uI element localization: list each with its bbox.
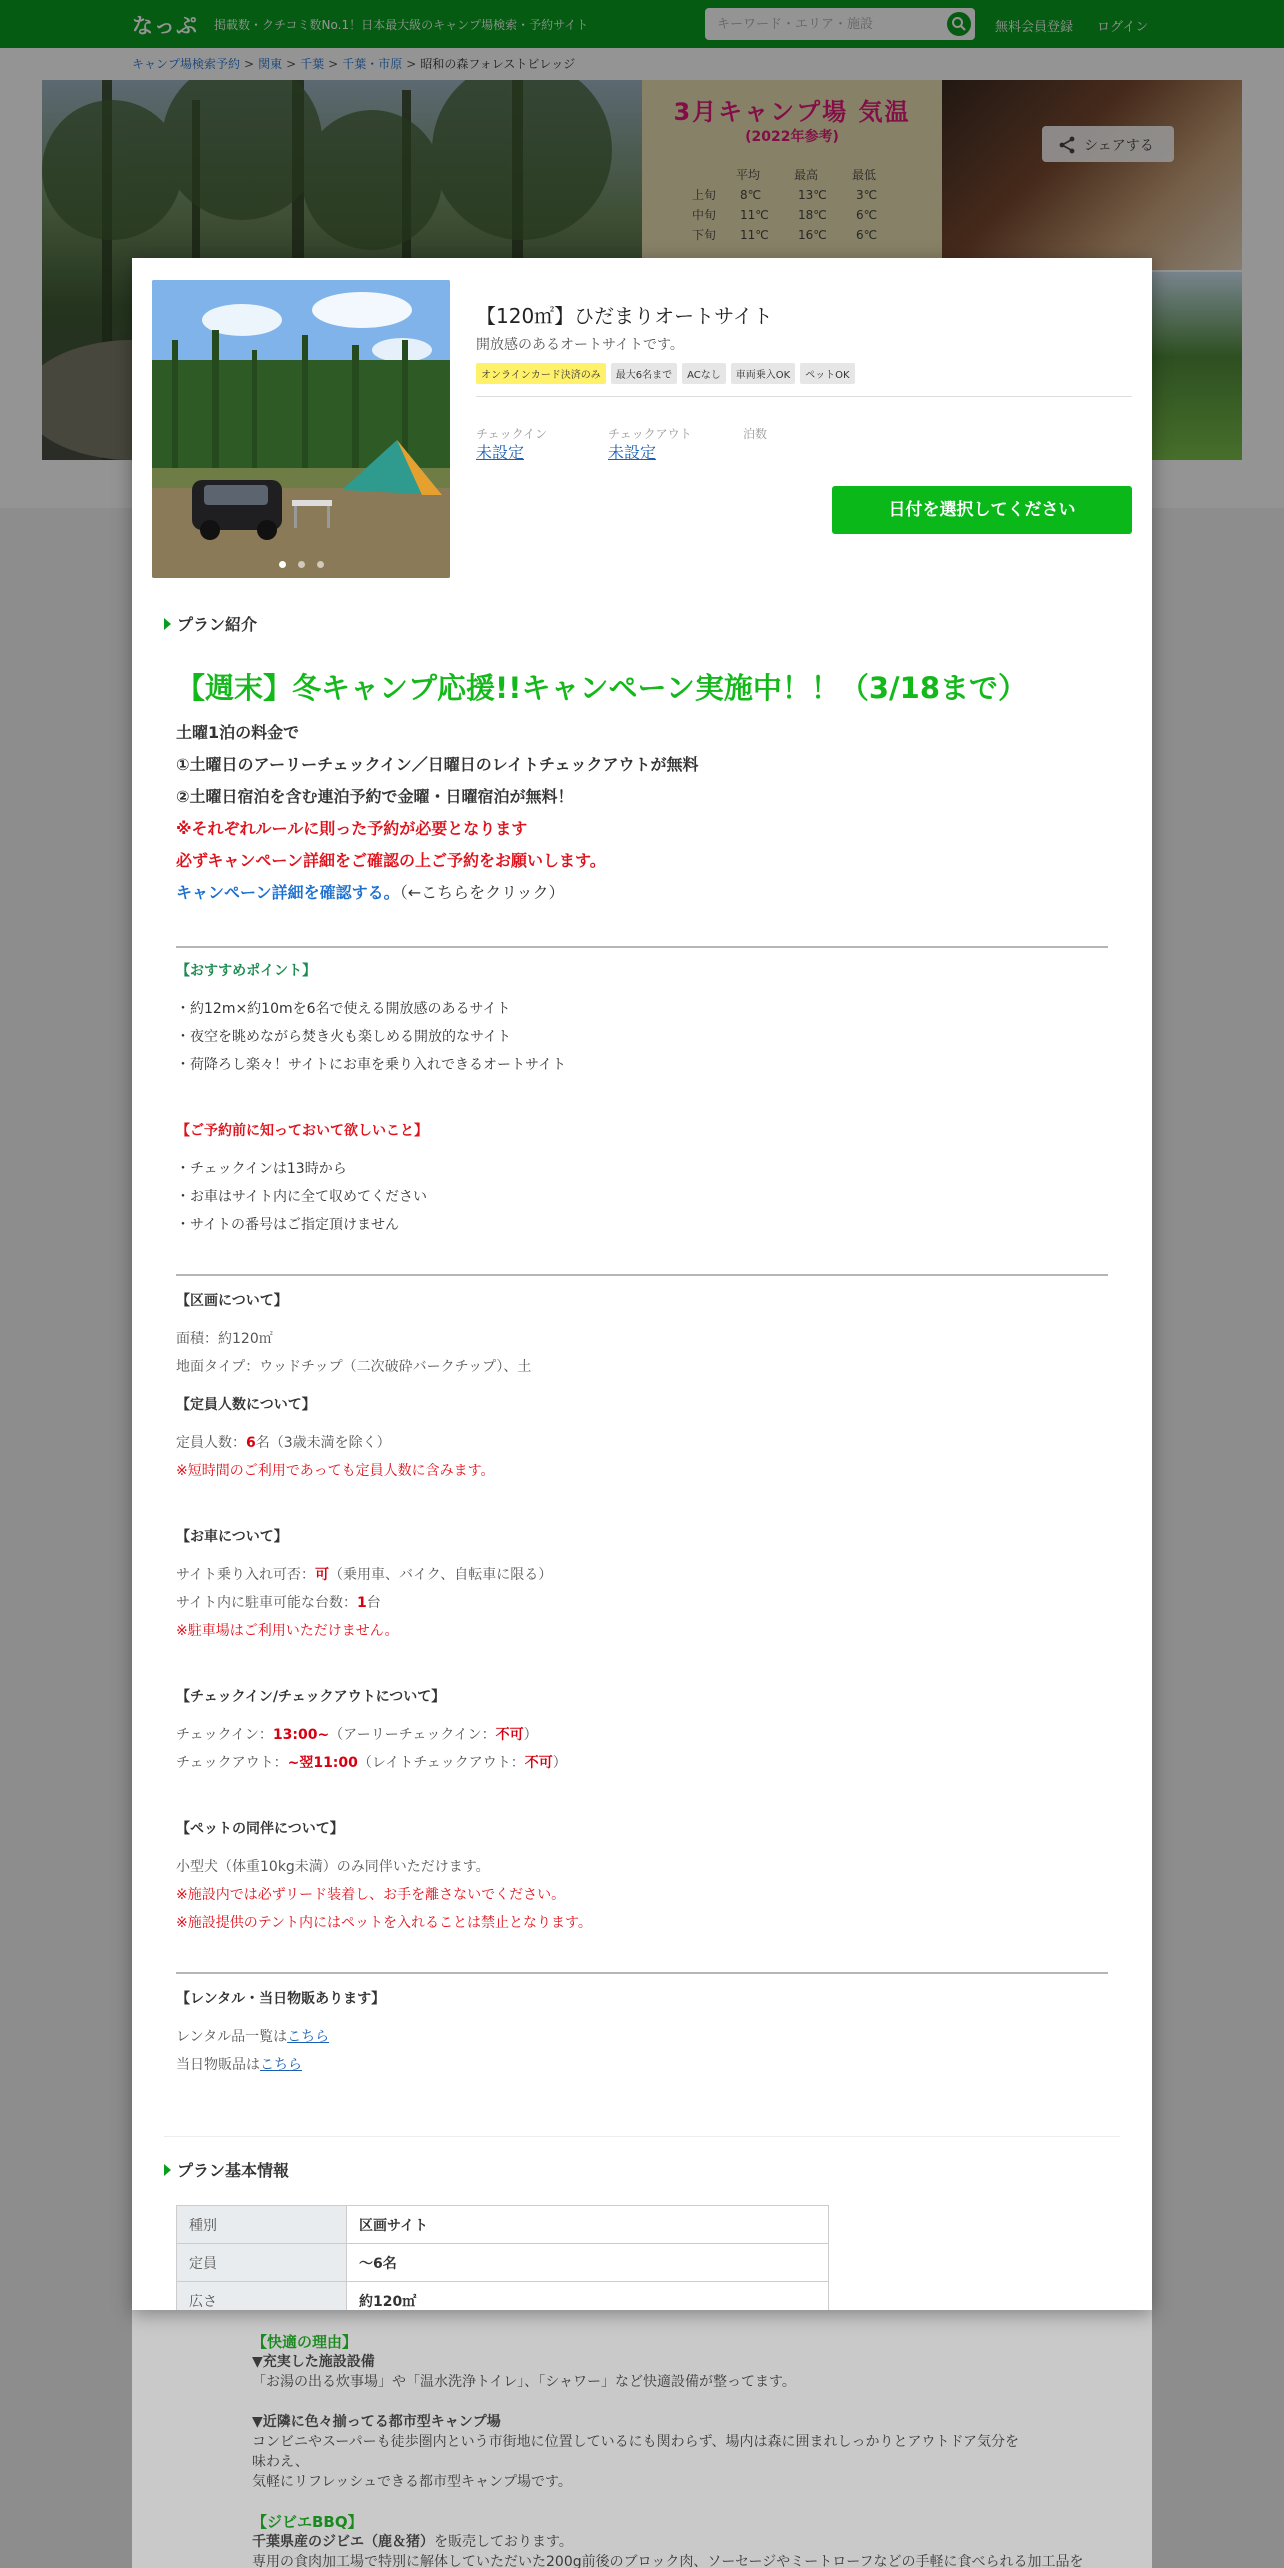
checkin-value[interactable]: 未設定 (476, 443, 525, 462)
parking-line: サイト内に駐車可能な台数：1台 (176, 1595, 381, 1611)
campaign-line: ①土曜日のアーリーチェックイン／日曜日のレイトチェックアウトが無料 (176, 755, 699, 774)
area-heading: 【区画について】 (176, 1293, 288, 1309)
car-entry-line: サイト乗り入れ可否：可（乗用車、バイク、自転車に限る） (176, 1567, 553, 1583)
tag-pet: ペットOK (800, 363, 854, 384)
points-heading: 【おすすめポイント】 (176, 963, 317, 979)
register-link[interactable]: 無料会員登録 (995, 20, 1074, 35)
checkout-label: チェックアウト (608, 427, 692, 441)
temp-board-row: 中旬 11℃ 18℃ 6℃ (692, 208, 878, 222)
campaign-line: ②土曜日宿泊を含む連泊予約で金曜・日曜宿泊が無料！ (176, 787, 574, 806)
temp-board-header: 平均 最高 最低 (736, 168, 877, 182)
breadcrumb-item[interactable]: 千葉 (300, 57, 325, 71)
plan-tags (476, 363, 860, 384)
table-value: 約120㎡ (347, 2282, 829, 2311)
bg-bbq-line: 専用の食肉加工場で特別に解体していただいた200g前後のブロック肉、ソーセージやミートローフなどの手軽に食べられる加工品を (252, 2554, 1084, 2568)
pet-heading: 【ペットの同伴について】 (176, 1821, 344, 1837)
cico-heading: 【チェックイン/チェックアウトについて】 (176, 1689, 446, 1705)
divider (164, 2136, 1120, 2137)
bg-bbq-line: 千葉県産のジビエ（鹿＆猪）を販売しております。 (252, 2534, 573, 2550)
sales-line: 当日物販品はこちら (176, 2057, 302, 2073)
site-logo[interactable]: なっぷ (132, 14, 198, 38)
campaign-line: 土曜1泊の料金で (176, 723, 300, 742)
site-tagline: 掲載数・クチコミ数No.1！日本最大級のキャンプ場検索・予約サイト (214, 18, 589, 32)
divider (476, 396, 1132, 397)
select-date-button[interactable]: 日付を選択してください (832, 486, 1132, 534)
nights-label: 泊数 (743, 427, 768, 441)
ground-type: 地面タイプ：ウッドチップ（二次破砕バークチップ）、土 (176, 1359, 532, 1375)
rental-link[interactable]: こちら (287, 2029, 330, 2045)
point-item: ・約12m×約10mを6名で使える開放感のあるサイト (176, 1001, 511, 1017)
table-key: 広さ (177, 2282, 347, 2311)
carousel-dot[interactable] (279, 561, 286, 568)
pet-line: 小型犬（体重10kg未満）のみ同伴いただけます。 (176, 1859, 490, 1875)
sales-link[interactable]: こちら (260, 2057, 302, 2073)
breadcrumb-current: 昭和の森フォレストビレッジ (420, 57, 576, 71)
car-heading: 【お車について】 (176, 1529, 288, 1545)
breadcrumb-item[interactable]: 千葉・市原 (342, 57, 403, 71)
breadcrumb: キャンプ場検索予約 > 関東 > 千葉 > 千葉・市原 > 昭和の森フォレストビレッジ (132, 57, 576, 71)
checkin-label: チェックイン (476, 427, 548, 441)
bg-r2-head: ▼近隣に色々揃ってる都市型キャンプ場 (252, 2414, 501, 2430)
campaign-line: ※それぞれルールに則った予約が必要となります (176, 819, 528, 838)
notice-heading: 【ご予約前に知っておいて欲しいこと】 (176, 1123, 428, 1139)
bg-r2-text: コンビニやスーパーも徒歩圏内という市街地に位置しているにも関わらず、場内は森に囲まれしっかりとアウトドア気分を味わえ、 (252, 2434, 1020, 2470)
bg-r1-head: ▼充実した施設設備 (252, 2354, 375, 2370)
table-key: 定員 (177, 2244, 347, 2282)
section-heading-intro: プラン紹介 (164, 612, 257, 635)
point-item: ・夜空を眺めながら焚き火も楽しめる開放的なサイト (176, 1029, 512, 1045)
temp-board-subtitle: (2022年参考) (745, 129, 839, 145)
plan-photo-carousel[interactable] (152, 280, 450, 578)
pet-note: ※施設提供のテント内にはペットを入れることは禁止となります。 (176, 1915, 592, 1931)
carousel-dots (152, 556, 450, 572)
table-value: 〜6名 (347, 2244, 829, 2282)
capacity-note: ※短時間のご利用であっても定員人数に含みます。 (176, 1463, 495, 1479)
carousel-dot[interactable] (317, 561, 324, 568)
plan-subtitle: 開放感のあるオートサイトです。 (476, 337, 684, 353)
bg-bbq-head: 【ジビエBBQ】 (252, 2513, 363, 2531)
notice-item: ・チェックインは13時から (176, 1161, 347, 1177)
breadcrumb-item[interactable]: キャンプ場検索予約 (132, 57, 241, 71)
bg-r1-text: 「お湯の出る炊事場」や「温水洗浄トイレ」、「シャワー」など快適設備が整ってます。 (252, 2374, 796, 2390)
checkout-time-line: チェックアウト：~翌11:00（レイトチェックアウト：不可） (176, 1755, 567, 1771)
login-link[interactable]: ログイン (1097, 20, 1149, 35)
bg-reason-head: 【快適の理由】 (252, 2333, 358, 2351)
tag-capacity: 最大6名まで (611, 363, 677, 384)
temp-board-row: 下旬 11℃ 16℃ 6℃ (692, 228, 878, 242)
capacity-heading: 【定員人数について】 (176, 1397, 316, 1413)
plan-detail-modal (132, 258, 1152, 2310)
divider (176, 946, 1108, 948)
campaign-title: 【週末】冬キャンプ応援!!キャンペーン実施中！！（3/18まで） (176, 671, 1027, 705)
campaign-detail-link[interactable]: キャンペーン詳細を確認する。 (176, 883, 400, 902)
table-value: 区画サイト (347, 2206, 829, 2244)
area-size: 面積：約120㎡ (176, 1331, 273, 1347)
car-note: ※駐車場はご利用いただけません。 (176, 1623, 399, 1639)
share-label: シェアする (1084, 138, 1154, 154)
plan-photo (152, 280, 450, 578)
notice-item: ・お車はサイト内に全て収めてください (176, 1189, 428, 1205)
tag-payment: オンラインカード決済のみ (476, 363, 606, 384)
carousel-dot[interactable] (298, 561, 305, 568)
capacity-line: 定員人数：6名（3歳未満を除く） (176, 1435, 391, 1451)
checkin-time-line: チェックイン：13:00~（アーリーチェックイン：不可） (176, 1727, 538, 1743)
modal-backdrop-header[interactable] (0, 0, 1284, 258)
temp-board-row: 上旬 8℃ 13℃ 3℃ (692, 188, 878, 202)
plan-title: 【120㎡】ひだまりオートサイト (476, 304, 773, 328)
campaign-line: 必ずキャンペーン詳細をご確認の上ご予約をお願いします。 (176, 851, 606, 870)
background-page-content (132, 2310, 1152, 2568)
table-key: 種別 (177, 2206, 347, 2244)
table-row (177, 2206, 829, 2244)
notice-item: ・サイトの番号はご指定頂けません (176, 1217, 400, 1233)
pet-note: ※施設内では必ずリード装着し、お手を離さないでください。 (176, 1887, 566, 1903)
table-row (177, 2244, 829, 2282)
bg-r2-text: 気軽にリフレッシュできる都市型キャンプ場です。 (252, 2474, 572, 2490)
basic-info-table (176, 2205, 829, 2310)
temp-board-title: 3月キャンプ場 気温 (673, 98, 911, 126)
campaign-link-line: キャンペーン詳細を確認する。（←こちらをクリック） (176, 883, 565, 902)
checkout-value[interactable]: 未設定 (608, 443, 657, 462)
rental-heading: 【レンタル・当日物販あります】 (176, 1991, 386, 2007)
point-item: ・荷降ろし楽々！サイトにお車を乗り入れできるオートサイト (176, 1057, 567, 1073)
divider (176, 1972, 1108, 1974)
section-heading-basic-info: プラン基本情報 (164, 2158, 289, 2181)
tag-ac: ACなし (682, 363, 726, 384)
rental-line: レンタル品一覧はこちら (176, 2029, 330, 2045)
table-row (177, 2282, 829, 2311)
breadcrumb-item[interactable]: 関東 (258, 57, 283, 71)
tag-vehicle: 車両乗入OK (731, 363, 795, 384)
divider (176, 1274, 1108, 1276)
